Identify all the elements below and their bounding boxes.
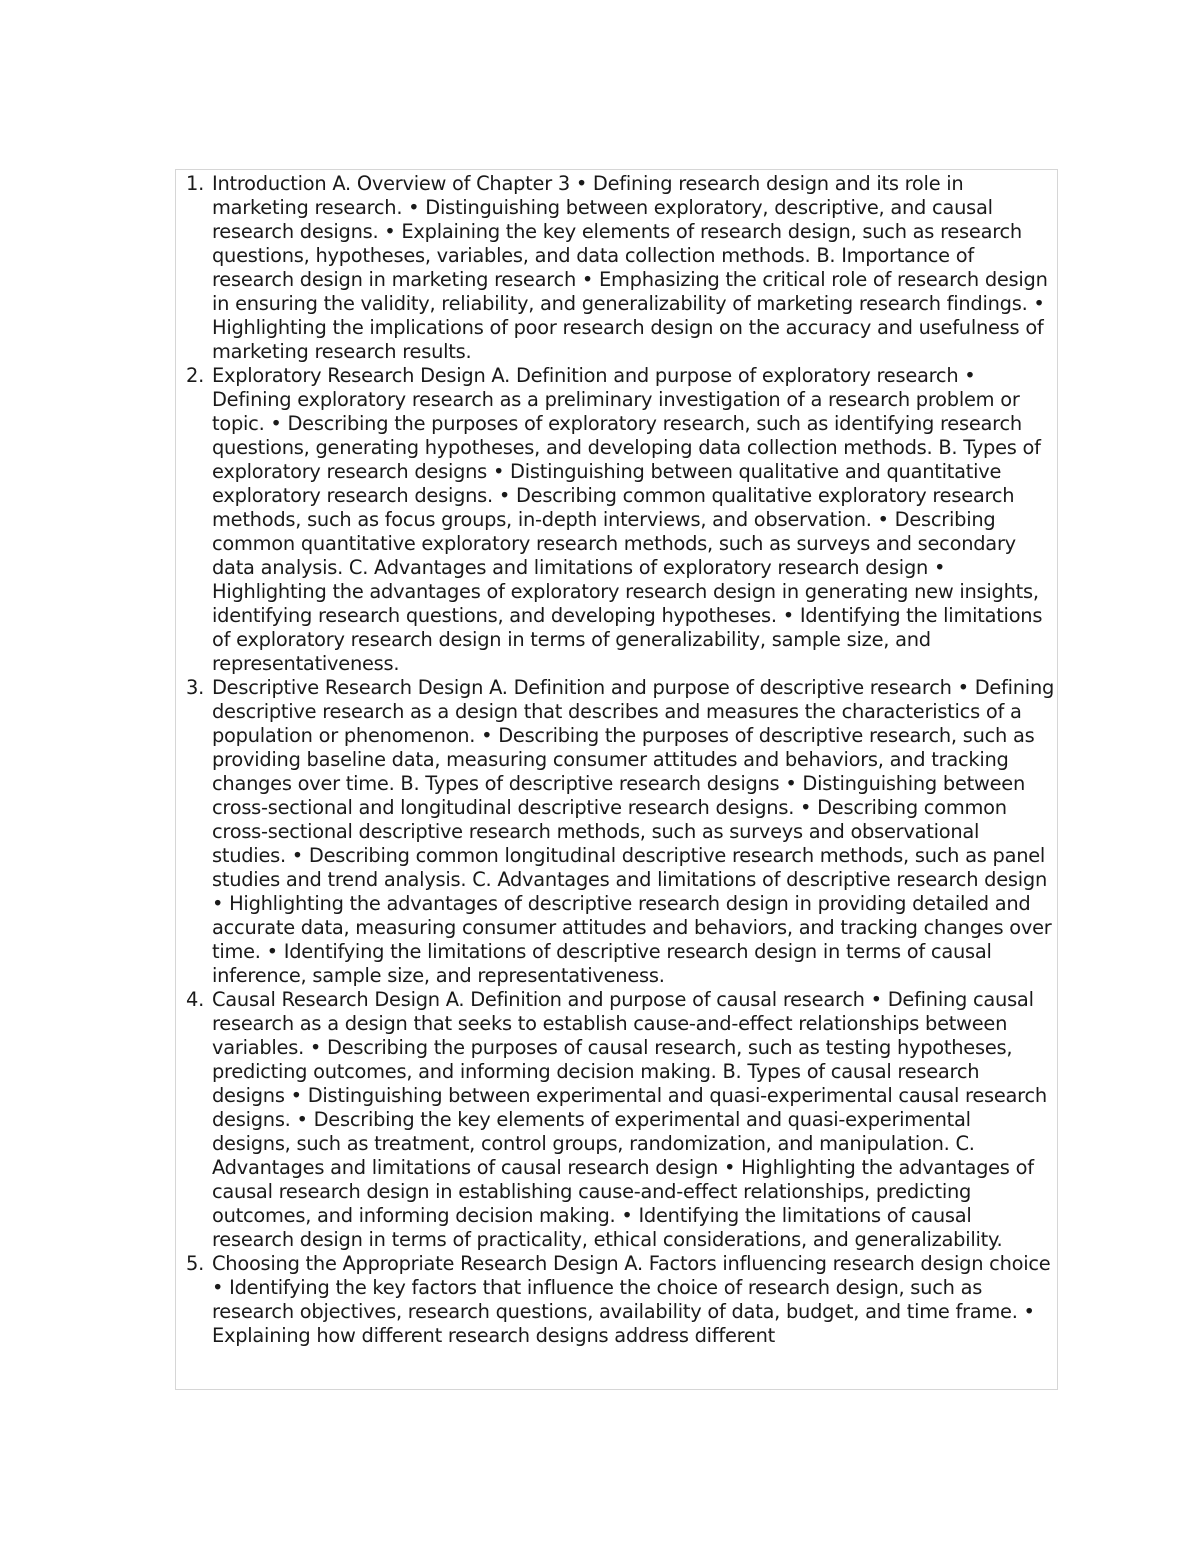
- item-number: 5.: [185, 1252, 204, 1275]
- item-number: 3.: [185, 676, 204, 699]
- item-text: Exploratory Research Design A. Definition and purpose of exploratory research • Defining exploratory research as a preliminary investigation of a research problem or topic. • Describing the purposes of exploratory research, such as identifying research questions, generating hypotheses, and developing data collection methods. B. Types of exploratory research designs • Distinguishing between qualitative and quantitative exploratory research designs. • Describing common qualitative exploratory research methods, such as focus groups, in-depth interviews, and observation. • Describing common quantitative exploratory research methods, such as surveys and secondary data analysis. C. Advantages and limitations of exploratory research design • Highlighting the advantages of exploratory research design in generating new insights, identifying research questions, and developing hypotheses. • Identifying the limitations of exploratory research design in terms of generalizability, sample size, and representativeness.: [212, 364, 1043, 675]
- item-number: 2.: [185, 364, 204, 387]
- item-text: Descriptive Research Design A. Definition and purpose of descriptive research • Defining descriptive research as a design that describes and measures the characteristics of a population or phenomenon. • Describing the purposes of descriptive research, such as providing baseline data, measuring consumer attitudes and behaviors, and tracking changes over time. B. Types of descriptive research designs • Distinguishing between cross-sectional and longitudinal descriptive research designs. • Describing common cross-sectional descriptive research methods, such as surveys and observational studies. • Describing common longitudinal descriptive research methods, such as panel studies and trend analysis. C. Advantages and limitations of descriptive research design • Highlighting the advantages of descriptive research design in providing detailed and accurate data, measuring consumer attitudes and behaviors, and tracking changes over time. • Identifying the limitations of descriptive research design in terms of causal inference, sample size, and representativeness.: [212, 676, 1055, 987]
- item-number: 1.: [185, 172, 204, 195]
- outline-item-introduction: [176, 170, 1057, 364]
- item-text: Causal Research Design A. Definition and purpose of causal research • Defining causal research as a design that seeks to establish cause-and-effect relationships between variables. • Describing the purposes of causal research, such as testing hypotheses, predicting outcomes, and informing decision making. B. Types of causal research designs • Distinguishing between experimental and quasi-experimental causal research designs. • Describing the key elements of experimental and quasi-experimental designs, such as treatment, control groups, randomization, and manipulation. C. Advantages and limitations of causal research design • Highlighting the advantages of causal research design in establishing cause-and-effect relationships, predicting outcomes, and informing decision making. • Identifying the limitations of causal research design in terms of practicality, ethical considerations, and generalizability.: [212, 988, 1047, 1251]
- outline-item-exploratory-design: [176, 364, 1057, 676]
- outline-item-choosing-design: [176, 1252, 1057, 1348]
- item-text: Choosing the Appropriate Research Design A. Factors influencing research design choice • Identifying the key factors that influence the choice of research design, such as research objectives, research questions, availability of data, budget, and time frame. • Explaining how different research designs address different: [212, 1252, 1051, 1347]
- item-number: 4.: [185, 988, 204, 1011]
- outline-item-causal-design: [176, 988, 1057, 1252]
- chapter-outline-list: [176, 170, 1057, 1348]
- item-text: Introduction A. Overview of Chapter 3 • Defining research design and its role in marketing research. • Distinguishing between exploratory, descriptive, and causal research designs. • Explaining the key elements of research design, such as research questions, hypotheses, variables, and data collection methods. B. Importance of research design in marketing research • Emphasizing the critical role of research design in ensuring the validity, reliability, and generalizability of marketing research findings. • Highlighting the implications of poor research design on the accuracy and usefulness of marketing research results.: [212, 172, 1048, 363]
- outline-item-descriptive-design: [176, 676, 1057, 988]
- document-page: [175, 169, 1058, 1390]
